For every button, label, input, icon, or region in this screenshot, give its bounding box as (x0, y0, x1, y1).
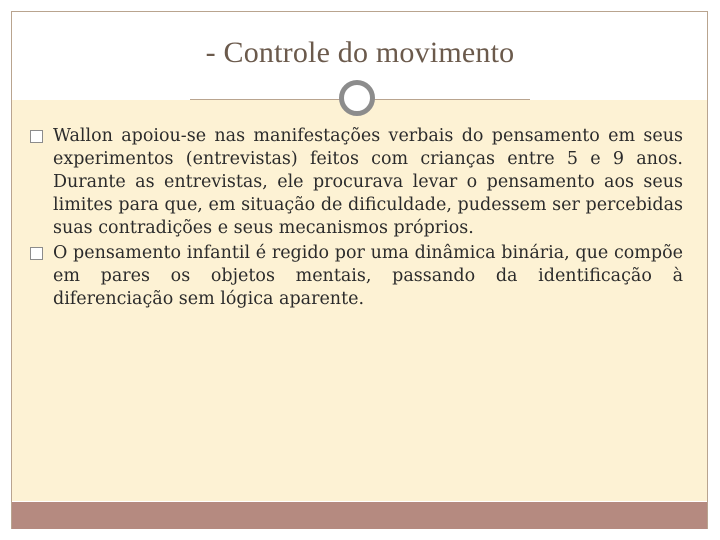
square-bullet-icon (30, 130, 43, 143)
bullet-text: Wallon apoiou-se nas manifestações verbais do pensamento em seus experimentos (entrevistas) feitos com crianças entre 5 e 9 anos. Durante as entrevistas, ele procurava levar o pensamento aos seus limites para que, em situação de dificuldade, pudessem ser percebidas suas contradições e seus mecanismos próprios. (53, 126, 683, 238)
square-bullet-icon (30, 247, 43, 260)
bullet-item (30, 125, 683, 240)
bullet-list (30, 125, 683, 313)
ring-icon (339, 80, 375, 116)
bullet-text: O pensamento infantil é regido por uma dinâmica binária, que compõe em pares os objetos mentais, passando da identificação à diferenciação sem lógica aparente. (53, 243, 683, 309)
footer-bar (12, 502, 707, 529)
bullet-item (30, 242, 683, 311)
slide-title: - Controle do movimento (205, 36, 515, 69)
